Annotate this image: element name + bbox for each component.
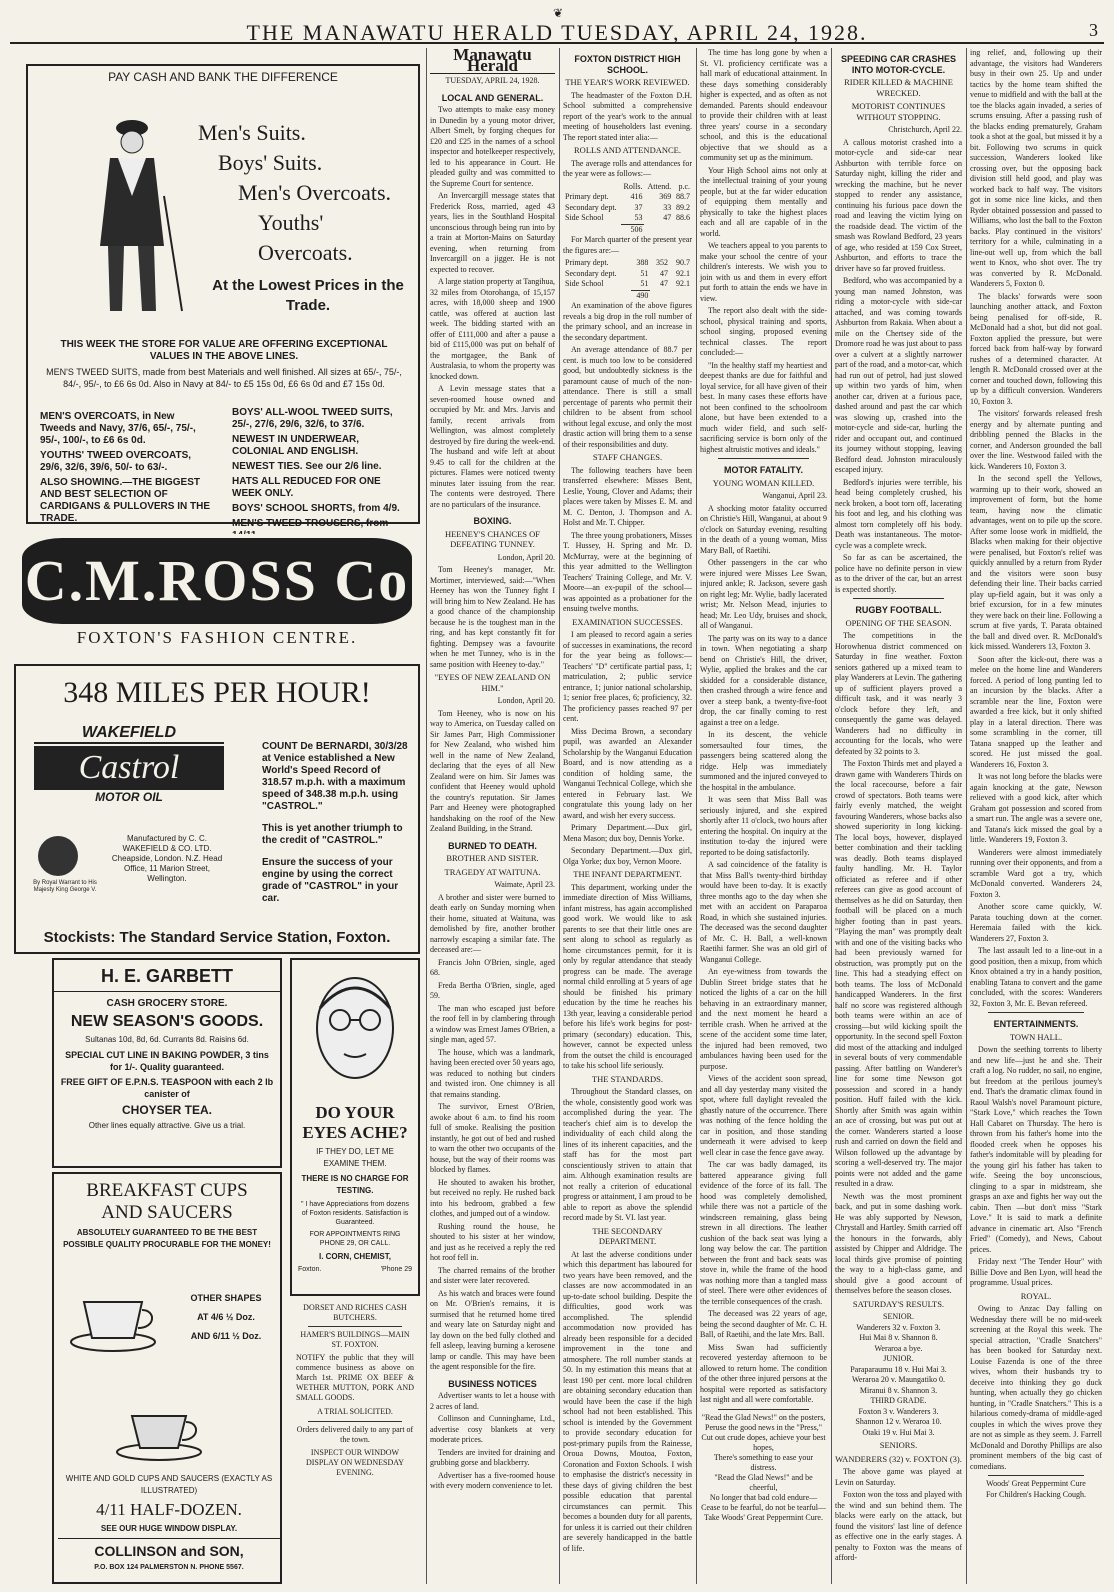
paragraph: Wanderers were almost immediately running over their opponents, and from a scramble Ward got a try, which McDonald converted. Wanderers 24, Foxton 3. — [970, 847, 1102, 899]
paragraph: Friday next "The Tender Hour" with Billie Dove and Ben Lyon, will head the programme. Usual prices. — [970, 1257, 1102, 1287]
paragraph: Collinson and Cunninghame, Ltd., advertise cosy blankets at very moderate prices. — [430, 1414, 555, 1444]
paragraph: Waimate, April 23. — [494, 880, 555, 889]
butchers-title: DORSET AND RICHES CASH BUTCHERS. — [303, 1303, 407, 1322]
divider — [988, 1012, 1084, 1013]
poem-line: Peruse the good news in the "Press," — [705, 1422, 822, 1432]
butchers-orders: Orders delivered daily to any part of the town. — [296, 1425, 414, 1444]
ad-item: MEN'S TWEED TROUSERS, from — [232, 518, 389, 529]
list-item: Miranui 8 v. Shannon 3. — [859, 1385, 938, 1395]
paragraph: The visitors' forwards released fresh energy and by alternate punting and dribbling penned the Blacks in the corner, and Anderson grounded the ball over the line. Westwood failed with the kick. Wanderers 10, Foxton 3. — [970, 409, 1102, 471]
paragraph: The three young probationers, Misses T. Hussey, H. Spring and Mr. D. McMurray, were at the beginning of this year admitted to the Wellington Teachers' Training College, and Mr. V. Moore—an ex-pupil of the school—was appointed as a probationer for the ensuing twelve months. — [563, 530, 692, 613]
paragraph: Wanganui, April 23. — [762, 491, 827, 500]
section-heading: FOXTON DISTRICT HIGH SCHOOL. — [574, 54, 681, 75]
paragraph: A large station property at Tangihua, 32 miles from Otorohanga, of 15,157 acres, with 18,000 sheep and 1900 cattle, was offered at auction last week. The bidding started with an offer of £111,000 and after a pause a bid of £115,000 was put on behalf of the mortgagee, the Bank of Australasia, to whom the property was knocked down. — [430, 277, 555, 381]
paragraph: Down the seething torrents to liberty and new life—just he and she. Their craft a log. No rudder, no sail, no engine, but freedom at the perilous journey's end. That's the dramatic climax found in Raoul Walsh's novel Paramount picture, "Stark Love," which reaches the Town Hall Cabaret on Thursday. The hero is thrown from his father's home into the flooded creek when he opposes his father's indomitable will by pleading for the young girl his father has taken to wife. Seeing the boy unconscious, clinging to a spar in midstream, she grasps an axe and fights her way out the cabin. Then —but don't miss "Stark Love." It is said to mark a definite advance in cinematic art. Also "French Fried" (Comedy), and News, Cabout prices. — [970, 1045, 1102, 1254]
castrol-warrant: By Royal Warrant to His Majesty King George V. — [33, 880, 97, 893]
ad-heading: PAY CASH AND BANK THE DIFFERENCE — [108, 70, 338, 84]
subheading: "EYES OF NEW ZEALAND ON HIM." — [434, 672, 551, 693]
table-cell: 89.2 — [676, 202, 690, 212]
list-item: Foxton 3 v. Wanderers 3. — [858, 1406, 939, 1416]
table-row — [563, 279, 692, 290]
castrol-stockists: Stockists: The Standard Service Station, Foxton. — [43, 929, 391, 946]
cups-headline-2: AND SAUCERS — [101, 1202, 233, 1223]
paragraph: The deceased was 22 years of age, being the second daughter of Mr. C. H. Ball, of Raetihi, and the late Mrs. Ball. — [700, 1309, 827, 1339]
poem-line: No longer that bad cold endure— — [709, 1492, 818, 1502]
table-cell: 92.1 — [676, 268, 690, 278]
ross-logo — [22, 538, 412, 624]
butchers-trial: A TRIAL SOLICITED. — [317, 1407, 393, 1416]
table-total-row — [563, 290, 692, 301]
ad-ross — [14, 534, 420, 660]
column-4 — [563, 48, 692, 1584]
butchers-inspect: INSPECT OUR WINDOW DISPLAY ON WEDNESDAY EVENING. — [305, 1448, 405, 1477]
divider — [308, 1421, 402, 1422]
table-cell: 51 — [640, 268, 649, 278]
table-cell: Side School — [565, 213, 604, 223]
table-cell: 88.6 — [676, 213, 690, 223]
butchers-addr: HAMER'S BUILDINGS—MAIN ST. FOXTON. — [300, 1330, 410, 1349]
table-cell: 47 — [663, 213, 672, 223]
eyes-line-3: " I have Appreciations from dozens of Foxton residents. Satisfaction is Guaranteed. — [301, 1201, 409, 1226]
paragraph: An examination of the above figures reveals a big drop in the roll number of the primary school, and an increase in the secondary department. — [563, 301, 692, 342]
subheading: TOWN HALL. — [1009, 1031, 1063, 1042]
cups-price: 4/11 HALF-DOZEN. — [96, 1500, 242, 1519]
paragraph: Miss Decima Brown, a secondary pupil, was awarded an Alexander Scholarship by the Wanganui Education Board, and is now attending as a condition of holding same, the Wanganui Technical College, which she entered in February last. We congratulate this young lady on her award, and wish her every success. — [563, 726, 692, 820]
paragraph: Tom Heeney, who is now on his way to America, on Tuesday called on Sir James Parr, High Commissioner for New Zealand, who wished him well in the name of New Zealand, declaring that the eyes of all New Zealand were on him. Sir James was confident that Heeney would uphold the country's reputation. Sir James Parr and Heeney were photographed handshaking on the roof of the New Zealand Building, in the Strand. — [430, 708, 555, 833]
table-row — [563, 269, 692, 280]
paragraph: Tenders are invited for draining and grubbing gorse and blackberry. — [430, 1447, 555, 1467]
eyes-line-4: FOR APPOINTMENTS RING PHONE 29, OR CALL. — [309, 1231, 401, 1247]
castrol-logo — [34, 746, 224, 790]
subheading: SENIORS. — [879, 1440, 918, 1450]
subheading: MOTORIST CONTINUES WITHOUT STOPPING. — [851, 101, 946, 122]
table-cell: Side School — [565, 279, 604, 289]
paragraph: Newth was the most prominent back, and put in some dashing work. He was ably supported by Newson, Chrystall and Hartley. Smith carried off the honours in the forwards, ably assisted by Chipper and Aldridge. The local thirds give promise of pointing the way to a high-class game, and should give a good account of themselves before the season closes. — [835, 1191, 962, 1295]
table-row — [563, 203, 692, 214]
paragraph: Primary Department.—Dux girl, Mena Mason; dux boy, Dennis Yorke. — [563, 823, 692, 843]
nameplate: Manawatu Herald — [430, 48, 555, 74]
castrol-logo-text: Castrol — [78, 749, 180, 786]
subheading: WANDERERS (32) v. FOXTON (3). — [835, 1453, 962, 1464]
paragraph: Throughout the Standard classes, on the whole, consistently good work was accomplished during the year. The teacher's chief aim is to develop the individuality of each child along the lines of its inherent capacities, and the staff has for the most part conscientiously striven to attain that aim. Although examination results are not really a criterion of educational progress or attainment, I am proud to be able to report as above the splendid record made by St. VI. last year. — [563, 1087, 692, 1222]
subheading: BROTHER AND SISTER. — [446, 853, 539, 863]
paragraph: An Invercargill message states that Frederick Ross, married, aged 43 years, lies in the Southland Hospital unconscious through being run into by a train at Morton-Mains on Saturday evening, when returning from Invercargill on a jigger. He is not expected to recover. — [430, 191, 555, 274]
ad-garbett — [52, 958, 282, 1168]
section-heading: RUGBY FOOTBALL. — [855, 605, 942, 615]
eyes-headline: DO YOUR EYES ACHE? — [302, 1103, 408, 1142]
paragraph: As his watch and braces were found on Mr. O'Brien's remains, it is surmised that he returned home tired and weary late on Saturday night and lay down on the bed fully clothed and fell asleep, leaving burning a kerosene lamp or candle. This may have been the agent responsible for the fire. — [430, 1288, 555, 1371]
divider — [718, 458, 809, 459]
divider — [853, 598, 944, 599]
paragraph: It was seen that Miss Ball was seriously injured, and she expired shortly after 11 o'clock, two hours after entering the hospital. On inquiry at the institution to-day the injured were reported to be doing satisfactorily. — [700, 795, 827, 857]
paragraph: Christchurch, April 22. — [888, 125, 962, 134]
ross-tagline: FOXTON'S FASHION CENTRE. — [76, 628, 358, 647]
paragraph: Bedford, who was accompanied by a young man named Johnston, was riding a motor-cycle with side-car attached, and was coming towards Ashburton from Rakaia. When about a mile on the Chertsey side of the Dromore road he was just about to pass over a culvert at a slightly narrower part of the road, and a motor-car, which had run out of petrol, had just slowed up within two yards of him, when another car, driven at a furious pace, dashed around and past the car which was slowing up, crashed into the motor-cycle and side-car, hurling the rider and occupant out, and continued its journey without stopping, leaving Bedford dead. Johnston miraculously escaped injury. — [835, 276, 962, 474]
paragraph: The party was on its way to a dance in town. When negotiating a sharp bend on Christie's Hill, the driver, Wylie, applied the brakes and the car skidded for a considerable distance, then crashed through a wire fence and over a steep bank, a twenty-five-foot drop, the car finally coming to rest against a tree on a ledge. — [700, 633, 827, 727]
column-rule — [966, 48, 967, 1584]
paragraph: London, April 20. — [497, 552, 555, 562]
footer-ad-line: For Children's Hacking Cough. — [985, 1489, 1087, 1499]
paragraph: An eye-witness from towards the Dublin Street bridge states that he noticed the lights of a car on the hill behaving in an extraordinary manner, and the next moment he heard a terrible crash. When he arrived at the scene of the accident some time later, the injured had been removed, two ambulances having been used for the purpose. — [700, 967, 827, 1071]
castrol-ensure: Ensure the success of your engine by using the correct grade of "CASTROL" in your car. — [262, 857, 399, 904]
garbett-tea: CHOYSER TEA. — [121, 1103, 212, 1117]
ad-tweed: MEN'S TWEED SUITS, made from best Materials and well finished. All sizes at 65/-, 75/-, 84/-, 95/-, to £6 6s 0d. Also in Navy at 84/- to £5 15s 0d, £6 6s 0d and £7 15s 0d. — [46, 367, 402, 389]
paragraph: A Levin message states that a seven-roomed house owned and occupied by Mr. and Mrs. Jarvis and family, recent arrivals from Wellington, was almost completely destroyed by fire during the week-end. The husband and wife left at about 9.45 to call for the children at the pictures. Flames were noticed twenty minutes later issuing from the rear. The contents were destroyed. There are no particulars of the insurance. — [430, 384, 555, 509]
cup-and-saucer-icon — [68, 1284, 158, 1354]
table-cell: 47 — [659, 279, 668, 289]
cups-window: SEE OUR HUGE WINDOW DISPLAY. — [100, 1524, 238, 1533]
crest-icon: ❦ — [553, 6, 564, 20]
table-cell: Primary dept. — [565, 258, 609, 267]
list-item: Weraroa 20 v. Maungatiko 0. — [851, 1375, 946, 1384]
table-cell: 92.1 — [676, 279, 690, 289]
paragraph: ing relief, and, following up their advantage, the visitors had Wanderers busy in their own 25. Up and under tactics by the home team shifted the venue to midfield and with the ball at the toe the blacks again invaded, a series of scrums ensuing. After a passing rush of the blacks ending prematurely, Graham took a shot at the goal, but missed it by a bit. Following two scrums in quick succession, Wanderers looked like crossing over, but the opposing back division still held good, and play was worked back to half way. The visitors got in some nice line kicks, and then Ryder obtained possession and passed to Williams, who lost the ball to the Foxton backs. Play continued in the visitors' territory for a while, culminating in a line-out well up, from which the ball went to Knox, who shot over. The try was converted by R. McDonald. Wanderers 5, Foxton 0. — [970, 48, 1102, 288]
table-total: 490 — [631, 290, 651, 301]
ad-item: MEN'S OVERCOATS, in New Tweeds and Navy, 37/6, 65/-, 75/-, 95/-, 100/-, to £6 6s 0d. — [40, 411, 196, 446]
subheading: EXAMINATION SUCCESSES. — [572, 616, 683, 627]
table-cell: Secondary dept. — [565, 202, 617, 212]
paragraph: At last the adverse conditions under which this department has laboured for two years have been removed, and the classes are now accommodated in an up-to-date school building. Despite the difficulties, good work was accomplished. The splendid accommodation now provided has already been responsible for a decided improvement in the tone and atmosphere. The roll number stands at 50. In my estimation this means that at least 190 per cent. more local children are obtaining secondary education than would have been the case if the high school had not been established. This school is intended by the Government to provide secondary education for post-primary pupils from the Rainesse, Oroua Downs, Moutoa, Foxton, Coronation and Foxton Schools. I wish to emphasise the district's necessity in these days of giving children the best possible education that parental circumstances can permit. This becomes a bounden duty for all parents, for unless it is carried out their children are severely handicapped in the battle of life. — [563, 1249, 692, 1553]
column-3 — [430, 45, 555, 1584]
table-cell: 47 — [659, 268, 668, 278]
eyes-line-2: THERE IS NO CHARGE FOR TESTING. — [301, 1174, 409, 1195]
table-cell: 352 — [655, 258, 668, 267]
garbett-prices: Sultanas 10d, 8d, 6d. Currants 8d. Raisins 6d. — [85, 1035, 249, 1044]
paragraph: The charred remains of the brother and sister were later recovered. — [430, 1265, 555, 1285]
table-header — [563, 182, 621, 193]
section-heading: LOCAL AND GENERAL. — [441, 92, 544, 103]
table-header: p.c. — [678, 181, 690, 191]
paragraph: The time has long gone by when a St. VI. proficiency certificate was a hall mark of educational attainment. In these days something considerably higher is expected, and as often as not demanded. Parents should endeavour to provide their children with at least three years' course in a secondary school, and this is the educational objective that we should as a community set up as the minimum. — [700, 48, 827, 162]
table-row — [563, 258, 692, 269]
paragraph: We teachers appeal to you parents to make your school the centre of your children's interests. We wish you to join with us and them in every effort put forth to attain the ends we have in view. — [700, 241, 827, 303]
list-item: THIRD GRADE. — [870, 1396, 927, 1405]
table-cell: 369 — [659, 192, 672, 201]
poem-line: Take Woods' Great Peppermint Cure. — [704, 1512, 823, 1522]
section-heading: BOXING. — [473, 516, 512, 526]
poem-line: "Read the Glad News!" and be cheerful, — [714, 1472, 813, 1492]
table-cell: 33 — [663, 202, 672, 212]
subheading: YOUNG WOMAN KILLED. — [712, 477, 815, 488]
table-cell: 388 — [636, 258, 649, 267]
paragraph: For March quarter of the present year the figures are:— — [563, 235, 692, 255]
cups-price-1: AT 4/6 ½ Doz. — [197, 1312, 255, 1322]
table-row — [563, 213, 692, 224]
paragraph: The house, which was a landmark, having been erected over 50 years ago, was reduced to nothing but cinders and twisted iron. One chimney is all that remains standing. — [430, 1047, 555, 1099]
castrol-headline: 348 MILES PER HOUR! — [63, 676, 371, 709]
table-total-row — [563, 224, 692, 235]
poem-line: Cut out crude dopes, achieve your best hopes, — [701, 1432, 826, 1452]
garbett-name: H. E. GARBETT — [54, 966, 280, 992]
paragraph: The car was badly damaged, its battered appearance giving full evidence of the force of its fall. The hood was completely demolished, while there was not a particle of the windscreen remaining, glass being strewn in all directions. The leather cushion of the back seat was lying a long way below the car. The partition between the front and back seats was stove in, while the frame of the hood was nothing more than a tangled mass of steel. There were other evidences of the terrible consequences of the crash. — [700, 1160, 827, 1306]
paragraph: The Foxton Thirds met and played a drawn game with Wanderers Thirds on the local racecourse, before a fair crowd of spectators. Both teams were fairly evenly matched, the weight favouring Wanderers, whose backs also showed superiority in long kicking. The local boys, however, displayed better combination and their tackling was deadly. Both teams displayed faulty handling. Mr. H. Taylor officiated as referee and if other referees can give as good account of themselves as he did on Saturday, then football will be placed on a much higher footing than in past years. "Playing the man" was promptly dealt with and one of the visiting backs who had been previously warned for obstruction, was promptly put on the line. This had a steadying effect on both teams. The loss of McDonald handicapped Wanderers. In the first half no score was registered although both teams were within an ace of crossing—but wild kicking spoilt the opportunity. In the second spell Foxton did most of the attacking and indulged in several bouts of very commendable passing. After battling on Wanderer's line for some time Newson got possession and scored in a handy position. Huff failed with the kick. Shortly after Smith was again within an ace of crossing, but was put out at the corner. Wanderers started a loose rush and carried on down the field and Wilson followed up the advantage by scoring a well-deserved try. The major points were not added and the game resulted in a draw. — [835, 759, 962, 1188]
paragraph: A brother and sister were burned to death early on Sunday morning when their home, situated at Waituna, was demolished by fire, another brother narrowly escaping a similar fate. The deceased are:— — [430, 892, 555, 954]
cups-other: OTHER SHAPES — [190, 1293, 262, 1303]
subheading: STAFF CHANGES. — [592, 452, 663, 462]
attendance-table — [563, 258, 692, 301]
paragraph: The headmaster of the Foxton D.H. School submitted a comprehensive report of the year's work to the annual meeting of householders last evening. The report stated inter alia:— — [563, 90, 692, 142]
royal-arms-icon — [38, 836, 78, 876]
column-7 — [970, 48, 1102, 1584]
subheading: THE STANDARDS. — [591, 1073, 664, 1084]
ad-item: ALSO SHOWING.—THE BIGGEST AND BEST SELECTION OF CARDIGANS & PULLOVERS IN THE TRADE. — [40, 477, 211, 524]
cups-price-2: AND 6/11 ½ Doz. — [190, 1331, 262, 1341]
paragraph: The above game was played at Levin on Saturday. — [835, 1467, 962, 1487]
ad-store-note: THIS WEEK THE STORE FOR VALUE ARE OFFERING EXCEPTIONAL VALUES IN THE ABOVE LINES. — [60, 339, 388, 362]
castrol-record: COUNT De BERNARDI, 30/3/28 at Venice established a New World's Speed Record of 318.57 m.p.h. with a maximum speed of 348.38 m.p.h. using "CASTROL." — [262, 741, 408, 812]
dateline: TUESDAY, APRIL 24, 1928. — [445, 76, 540, 85]
butchers-body: NOTIFY the public that they will commence business as above on March 1st. PRIME OX BEEF & WETHER MUTTON, PORK AND SMALL GOODS. — [296, 1353, 414, 1402]
eyes-line-1: IF THEY DO, LET ME EXAMINE THEM. — [316, 1147, 394, 1168]
paragraph: Advertiser has a five-roomed house with every modern convenience to let. — [430, 1470, 555, 1490]
ad-price-line: At the Lowest Prices in the Trade. — [212, 277, 404, 314]
table-cell: Secondary dept. — [565, 268, 617, 278]
table-cell: 88.7 — [676, 192, 690, 201]
table-cell: 53 — [634, 213, 643, 222]
masthead — [10, 6, 1104, 44]
paragraph: Other passengers in the car who were injured were Misses Lee Swan, injured ankle; R. Jackson, severe gash on right leg; Mr. Wylie, badly lacerated wrist; Mr. Nelson Mead, injuries to head; Mr. Leo Udy, bruises and shock, all of Wanganui. — [700, 558, 827, 630]
paragraph: The average rolls and attendances for the year were as follows:— — [563, 158, 692, 178]
paragraph: He shouted to awaken his brother, but received no reply. He rushed back into his bedroom, grabbed a few clothes, and jumped out of a window. — [430, 1177, 555, 1218]
cups-guarantee: ABSOLUTELY GUARANTEED TO BE THE BEST POSSIBLE QUALITY PROCURABLE FOR THE MONEY! — [63, 1228, 271, 1249]
garbett-goods: NEW SEASON'S GOODS. — [70, 1013, 264, 1030]
ad-item: NEWEST TIES. See our 2/6 line. — [232, 461, 382, 472]
paragraph: Secondary Department.—Dux girl, Olga Yorke; dux boy, Vernon Moore. — [563, 846, 692, 866]
garbett-gift: FREE GIFT OF E.P.N.S. TEASPOON with each 2 lb canister of — [60, 1077, 274, 1099]
results-list — [835, 1312, 962, 1438]
subheading: THE YEAR'S WORK REVIEWED. — [565, 77, 690, 87]
cups-white: WHITE AND GOLD CUPS AND SAUCERS (EXACTLY AS ILLUSTRATED) — [65, 1474, 273, 1495]
page-number: 3 — [1089, 20, 1098, 40]
paragraph: Advertiser wants to let a house with 2 acres of land. — [430, 1391, 555, 1411]
paragraph: Freda Bertha O'Brien, single, aged 59. — [430, 980, 555, 1000]
ad-castrol — [14, 664, 420, 954]
poem-line: "Read the Glad News!" on the posters, — [701, 1412, 826, 1422]
table-cell: 37 — [634, 202, 643, 212]
paragraph: A callous motorist crashed into a motor-cycle and side-car near Ashburton with terrible force on Saturday night, killing the rider and wrecking the machine, but he never stopped to render any assistance, continuing his furious pace down the road and leaving the victim lying on the roadside dead. The victim of the smash was Rowland Bedford, 23 years of age, who resided at 159 Cox Street, Ashburton, and efforts to trace the driver have so far proved fruitless. — [835, 137, 962, 273]
castrol-brand: WAKEFIELD — [34, 724, 224, 744]
table-cell: 416 — [630, 192, 643, 201]
list-item: Otaki 19 v. Hui Mai 3. — [862, 1427, 935, 1437]
poem-line: There's something to ease your distress. — [713, 1452, 814, 1472]
ad-line-youths-overcoats: Youths' Overcoats. — [258, 210, 353, 265]
subheading: SATURDAY'S RESULTS. — [852, 1298, 945, 1309]
paragraph: The blacks' forwards were soon launching another attack, and Foxton being penalised for off-side, R. McDonald had a shot, but did not goal. Foxton applied the pressure, but were forced back from half-way by forward rushes of a determined character. At length R. McDonald crossed over at the corner and touched down, following this up by a difficult conversion. Wanderers 10, Foxton 3. — [970, 291, 1102, 406]
castrol-triumph: This is yet another triumph to the credit of "CASTROL." — [262, 823, 403, 846]
ross-logo-text: C.M.ROSS Co — [24, 548, 410, 613]
cup-and-saucer-icon — [114, 1402, 204, 1462]
ad-cups — [52, 1172, 282, 1584]
list-item: Paraparaumu 18 v. Hui Mai 3. — [850, 1364, 947, 1374]
garbett-other: Other lines equally attractive. Give us a trial. — [88, 1121, 246, 1130]
subheading: THE INFANT DEPARTMENT. — [573, 869, 682, 879]
list-item: JUNIOR. — [883, 1354, 914, 1363]
subheading: ROYAL. — [1020, 1290, 1052, 1301]
paragraph: Two attempts to make easy money in Dunedin by a young motor driver, Albert Smelt, by forging cheques for £20 and £25 in the names of a school inspector and hotelkeeper respectively, led to his appearance in Court. He pleaded guilty and was committed to the Supreme Court for sentence. — [430, 105, 555, 188]
paragraph: Rushing round the house, he shouted to his sister at her window, and just as he received a reply the red hot roof fell in. — [430, 1221, 555, 1262]
table-cell: Primary dept. — [565, 192, 609, 201]
list-item: Weraroa a bye. — [874, 1343, 923, 1353]
cups-address: P.O. BOX 124 PALMERSTON N. PHONE 5567. — [94, 1564, 244, 1571]
divider — [988, 1475, 1084, 1476]
table-header: Rolls. — [623, 181, 643, 191]
paragraph: The following teachers have been transferred elsewhere: Misses Bent, Leslie, Young, Clover and Adams; their places were taken by Misses E. M. and M. C. Denton, J. Thompson and A. Holst and Mr. T. Chipper. — [563, 465, 692, 527]
ad-mens-suits — [26, 64, 420, 529]
paragraph: Tom Heeney's manager, Mr. Mortimer, interviewed, said:—"When Heeney has won the Tunney fight I will bring him to New Zealand. He has a good chance of the championship because he is the toughest man in the ring, and has kept constantly fit for fighting. Dempsey was a favourite when he met Tunney, who is in the same position with Heeney to-day." — [430, 565, 555, 669]
paragraph: "In the healthy staff my heartiest and deepest thanks are due for faithful and loyal service, for all have given of their best. In many cases these efforts have not been confined to the schoolroom alone, but have been extended to a much wider field, and such self-sacrificing service is born only of the highest altruistic motives and ideals." — [700, 360, 827, 454]
divider — [718, 1409, 809, 1410]
table-row — [563, 192, 692, 203]
paragraph: Your High School aims not only at the intellectual training of your young people, but at the far wider education of equipping them mentally and physically to take the highest places each and all are capable of in the world. — [700, 165, 827, 238]
paragraph: Miss Swan had sufficiently recovered yesterday afternoon to be allowed to return home. The condition of the other three injured persons at the hospital were reported as satisfactory last night and all were comfortable. — [700, 1342, 827, 1404]
paragraph: A shocking motor fatality occurred on Christie's Hill, Wanganui, at about 9 o'clock on Saturday evening, resulting in the death of a young woman, Miss Mary Ball, of Raetihi. — [700, 503, 827, 555]
paragraph: Foxton won the toss and played with the wind and sun behind them. The blacks were early on the attack, but found the visitors' last line of defence as effective one in the early stages. A penalty to Foxton was the means of afford- — [835, 1490, 962, 1562]
poem — [700, 1413, 827, 1523]
man-with-eyeglasses-icon — [300, 968, 410, 1098]
garbett-special: SPECIAL CUT LINE IN BAKING POWDER, 3 tins for 1/-. Quality guaranteed. — [65, 1050, 269, 1072]
list-item: Shannon 12 v. Weraroa 10. — [855, 1417, 942, 1426]
subheading: ROLLS AND ATTENDANCE. — [574, 145, 681, 155]
castrol-oil: MOTOR OIL — [95, 790, 163, 804]
section-heading: ENTERTAINMENTS. — [993, 1019, 1079, 1029]
subheading: THE SECONDARY DEPARTMENT. — [592, 1225, 663, 1246]
paragraph: Soon after the kick-out, there was a melee on the home line and Wanderers forced. A period of long punting led to an incursion by the blacks. After a scramble near the line, Foxton were awarded a free kick, but it only shifted play in a lateral direction. There was some scrambling in the corner, till Tatana snapped up the leather and scored. He just missed the goal. Wanderers 16, Foxton 3. — [970, 654, 1102, 769]
subheading: OPENING OF THE SEASON. — [845, 617, 952, 628]
footer-ad-line: Woods' Great Peppermint Cure — [986, 1479, 1086, 1488]
section-heading: SPEEDING CAR CRASHES INTO MOTOR-CYCLE. — [840, 54, 957, 75]
ad-butchers — [290, 1300, 420, 1584]
section-heading: BURNED TO DEATH. — [448, 840, 537, 851]
ad-line-boys-suits: Boys' Suits. — [218, 150, 323, 175]
paragraph: Owing to Anzac Day falling on Wednesday there will be no mid-week screening at the Royal this week. The special attraction, "Cradle Snatchers" has been booked for Saturday next. Louise Fazenda is one of the three wives, whom their husbands try to deceive into thinking they go duck hunting, when actually they go chicken hunting, in "Cradle Snatchers." This is a hilarious comedy-drama of middle-aged couples in which the wives prove they are not as simple as they seem. J. Farrell McDonald and Dorothy Phillips are also prominent members of the big cast of comedians. — [970, 1304, 1102, 1471]
ad-item: BOYS' SCHOOL SHORTS, from 4/9. — [232, 503, 400, 514]
column-rule — [559, 48, 560, 1584]
subheading: TRAGEDY AT WAITUNA. — [444, 866, 541, 877]
ad-item: YOUTHS' TWEED OVERCOATS, 29/6, 32/6, 39/6, 50/- to 63/-. — [40, 450, 192, 473]
paragraph: An average attendance of 88.7 per cent. is much too low to be considered good, but undoubtedly sickness is the paramount cause of much of the non-attendance. There is still a small percentage of parents who permit their children to be absent from school without legal excuse, and only the most drastic action will bring them to a sense of their responsibilities and duty. — [563, 345, 692, 449]
cups-firm: COLLINSON and SON, — [58, 1538, 280, 1559]
ad-item: HATS ALL REDUCED FOR ONE WEEK ONLY. — [232, 476, 381, 499]
ad-eyes — [290, 958, 420, 1296]
eyes-place: Foxton. — [298, 1266, 322, 1273]
paragraph: The report also dealt with the side-school, physical training and sports, school singing, proposed evening technical classes. The report concluded:— — [700, 306, 827, 357]
poem-line: Cease to be fearful, do not be tearful— — [701, 1502, 826, 1512]
paragraph: In its descent, the vehicle somersaulted four times, the passengers being scattered along the ridge. Help was immediately summoned and the injured conveyed to the hospital in the ambulance. — [700, 730, 827, 792]
page-title: THE MANAWATU HERALD TUESDAY, APRIL 24, 1928. — [246, 20, 868, 45]
attendance-table — [563, 182, 692, 236]
paragraph: Francis John O'Brien, single, aged 68. — [430, 957, 555, 977]
column-6 — [835, 48, 962, 1584]
ad-line-mens-overcoats: Men's Overcoats. — [238, 180, 392, 205]
paragraph: I am pleased to record again a series of successes in examinations, the record for the year being as follows:—Teachers' "D" certificate partial pass, 1; matriculation, 2; public service entrance, 1; junior national scholarship, 1; senior free places, 6; proficiency, 32. The proficiency passes reached 97 per cent. — [563, 630, 692, 723]
list-item: Hui Mai 8 v. Shannon 8. — [859, 1333, 938, 1342]
ad-item: BOYS' ALL-WOOL TWEED SUITS, 25/-, 27/6, 29/6, 32/6, to 37/6. — [232, 407, 393, 430]
paragraph: London, April 20. — [497, 696, 555, 705]
paragraph: It was not long before the blacks were again knocking at the gate, Newson relieved with a good kick, after which Graham got possession and scored from a smart run. The angle was a severe one, and Tatana's kick missed the goal by a little. Wanderers 19, Foxton 3. — [970, 772, 1102, 844]
paragraph: The man who escaped just before the roof fell in by clambering through a window was Ernest James O'Brien, a single man, aged 57. — [430, 1003, 555, 1044]
eyes-phone: 'Phone 29 — [380, 1266, 412, 1273]
ad-line-mens-suits: Men's Suits. — [198, 120, 306, 145]
column-rule — [831, 48, 832, 1584]
paragraph: So far as can be ascertained, the police have no definite person in view as to the driver of the car, but an arrest is expected shortly. — [835, 553, 962, 594]
castrol-maker: Manufactured by C. C. WAKEFIELD & CO. LTD. Cheapside, London. N.Z. Head Office, 11 Marion Street, Wellington. — [111, 834, 223, 883]
table-cell: 90.7 — [676, 258, 690, 267]
section-heading: MOTOR FATALITY. — [724, 465, 803, 475]
subheading: HEENEY'S CHANCES OF DEFEATING TUNNEY. — [444, 528, 541, 549]
garbett-store: CASH GROCERY STORE. — [106, 998, 228, 1009]
paragraph: Another score came quickly, W. Parata touching down at the corner. Heremaia failed with the kick. Wanderers 27, Foxton 3. — [970, 902, 1102, 943]
table-header-row — [563, 182, 692, 193]
eyes-chemist: I. CORN, CHEMIST, — [318, 1252, 391, 1261]
list-item: SENIOR. — [883, 1312, 914, 1321]
table-total: 506 — [621, 224, 645, 235]
subheading: RIDER KILLED & MACHINE WRECKED. — [844, 77, 953, 98]
cups-headline-1: BREAKFAST CUPS — [86, 1180, 248, 1201]
ad-item: NEWEST IN UNDERWEAR, COLONIAL AND ENGLISH. — [232, 434, 360, 457]
paragraph: The survivor, Ernest O'Brien, awoke about 6 a.m. to find his room full of smoke. Realising the position instantly, he got out of bed and rushed to warn the other two occupants of the house, but the way of their rooms was blocked by flames. — [430, 1102, 555, 1174]
table-header: Attend. — [647, 181, 672, 191]
column-5 — [700, 48, 827, 1584]
paragraph: Bedford's injuries were terrible, his head being completely crushed, his neck broken, a boot torn off, lacerating his foot and leg, and his clothing was almost torn completely off his body. Death was instantaneous. The motor-cycle was a complete wreck. — [835, 477, 962, 550]
section-heading: BUSINESS NOTICES — [448, 1378, 537, 1389]
list-item: Wanderers 32 v. Foxton 3. — [856, 1322, 941, 1332]
gentleman-figure-icon — [72, 106, 192, 316]
table-cell: 51 — [640, 279, 649, 288]
paragraph: The last assault led to a line-out in a good position, then a mixup, from which Knox obtained a try in a handy position, enabling Tatana to convert and the game concluded, with the scores: Wanderers 32, Foxton 3, Mr. E. Bevan refereed. — [970, 946, 1102, 1008]
divider — [308, 1326, 402, 1327]
paragraph: In the second spell the Yellows, warming up to their work, showed an improvement of form, but the home team, having now the climatic advantages, went on to pile up the score. After some loose work in midfield, the Blacks when making for their objective were penalised, but Foxton's relief was quickly annulled by a return from Ryder and the visitors were soon busy defending their line. Their backs carried play up-field again, but it was only a brief excursion, for in a few minutes they were back on their line. Following a scrum at five yards, T. Parata obtained the ball and dived over. R. McDonald's kick missed. Wanderers 13, Foxton 3. — [970, 474, 1102, 651]
column-rule — [426, 48, 427, 1584]
column-rule — [696, 48, 697, 1584]
paragraph: Views of the accident soon spread, and all day yesterday many visited the spot, where full daylight revealed the ghastly nature of the occurrence. There was nothing of the fence holding the car in position, and those standing underneath it were advised to keep well clear in case the fence gave away. — [700, 1074, 827, 1157]
paragraph: The competitions in the Horowhenua district commenced on Saturday in fine weather. Foxton seniors gathered up a mixed team to play Wanderers at Levin. The gathering up of sufficient players proved a difficult task, and it was nearly 3 o'clock before they left, and consequently the game was delayed. Wanderers had no difficulty in accounting for the locals, who were defeated by 32 points to 3. — [835, 631, 962, 756]
paragraph: This department, working under the immediate direction of Miss Williams, infant mistress, has again accomplished good work. We would like to ask parents to see that their little ones are sent along to school as regularly as home circumstances permit, for it is only by regular attendance that steady progress can be made. The average normal child enrolling at 5 years of age should be finished his primary education by the time he reaches his 13th year, leaving a considerable period before his life's work begins for post-primary (secondary) education. This, however, cannot be expected unless from the outset the child is encouraged to take his school life seriously. — [563, 882, 692, 1070]
paragraph: A sad coincidence of the fatality is that Miss Ball's twenty-third birthday would have been to-day. It is exactly three months ago to the day when she met with an accident on Paraparoa Road, in which she sustained injuries. The deceased was the second daughter of Mr. C. H. Ball, a well-known Raetihi farmer. She was an old girl of Wanganui College. — [700, 860, 827, 964]
